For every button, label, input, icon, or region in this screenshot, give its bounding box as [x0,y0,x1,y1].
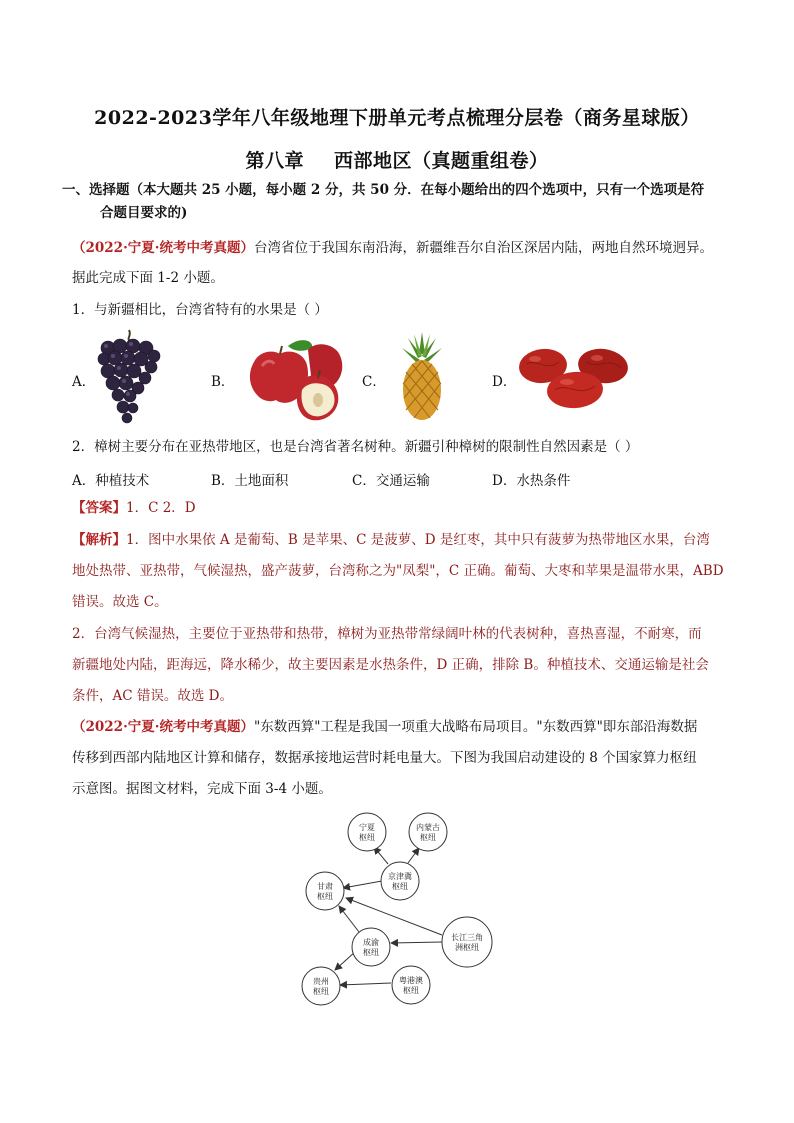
intro-paragraph-2 [72,717,724,737]
intro-text: 台湾省位于我国东南沿海，新疆维吾尔自治区深居内陆，两地自然环境迥异。 [253,240,713,256]
option-d-label: D． [492,374,517,390]
analysis-line-3: 错误。故选 C。 [72,594,168,610]
label-yuegangao-1: 粤港澳 [399,976,423,985]
node-guizhou [302,967,340,1005]
chapter-number: 第八章 [245,150,304,172]
label-chengyu-1: 成渝 [363,938,379,947]
answer-line [72,498,724,518]
edge-changsanjiao-gansu [346,898,442,935]
label-guizhou-1: 贵州 [313,977,329,986]
section-heading-cont: 合题目要求的) [100,205,188,221]
answer-text: 1．C 2．D [126,500,196,516]
edge-jingjinji-gansu [343,881,382,888]
intro2-text: "东数西算"工程是我国一项重大战略布局项目。"东数西算"即东部沿海数据 [253,719,698,735]
intro-paragraph-2-cont2: 示意图。据图文材料，完成下面 3-4 小题。 [72,781,332,797]
question-1: 1．与新疆相比，台湾省特有的水果是（ ） [72,302,328,318]
source-tag-2: （2022·宁夏·统考中考真题） [72,719,254,735]
grapes-image [96,328,162,426]
node-changsanjiao [442,917,492,967]
edge-changsanjiao-chengyu [391,942,442,943]
edge-yuegangao-guizhou [340,983,391,985]
node-ningxia [348,813,386,851]
intro-paragraph-1-cont: 据此完成下面 1-2 小题。 [72,270,224,286]
chapter-title [0,146,794,173]
analysis-line-2: 地处热带、亚热带，气候湿热，盛产菠萝，台湾称之为"凤梨"，C 正确。葡萄、大枣和苹果是温带水果，ABD [72,563,724,579]
q2-option-a: A．种植技术 [72,473,150,489]
label-neimenggu-1: 内蒙古 [416,823,440,832]
q2-option-b: B．土地面积 [211,473,289,489]
q2-option-d: D．水热条件 [492,473,571,489]
node-jingjinji [381,862,419,900]
q2-option-c: C．交通运输 [352,473,430,489]
edge-jingjinji-neimenggu [408,848,419,863]
label-chengyu-2: 枢纽 [363,948,379,957]
option-c-label: C． [362,374,386,390]
analysis2-line-2: 新疆地处内陆，距海远，降水稀少，故主要因素是水热条件，D 正确，排除 B。种植技术、交通运输是社会 [72,657,709,673]
analysis-text: 1．图中水果依 A 是葡萄、B 是苹果、C 是菠萝、D 是红枣，其中只有菠萝为热带地区水果，台湾 [126,532,710,548]
computing-hub-diagram [300,806,500,1016]
red-dates-image [517,344,633,412]
label-jingjinji-1: 京津冀 [388,872,412,881]
label-ningxia-2: 枢纽 [359,833,375,842]
label-jingjinji-2: 枢纽 [392,882,408,891]
pineapple-image [398,332,446,422]
option-a-label: A． [72,374,96,390]
page-title: 2022-2023学年八年级地理下册单元考点梳理分层卷（商务星球版） [94,107,700,129]
label-ningxia-1: 宁夏 [359,823,375,832]
label-gansu-1: 甘肃 [317,882,333,891]
question-2: 2．樟树主要分布在亚热带地区，也是台湾省著名树种。新疆引种樟树的限制性自然因素是（ ） [72,439,639,455]
source-tag: （2022·宁夏·统考中考真题） [72,240,254,256]
node-chengyu [352,928,390,966]
label-changsanjiao-1: 长江三角 [451,933,483,942]
label-changsanjiao-2: 洲枢纽 [455,943,479,952]
intro-paragraph-2-cont: 传移到西部内陆地区计算和储存，数据承接地运营时耗电量大。下图为我国启动建设的 8 个国家算力枢纽 [72,750,697,766]
analysis2-line-3: 条件，AC 错误。故选 D。 [72,688,233,704]
node-yuegangao [392,966,430,1004]
edge-chengyu-gansu [339,906,359,932]
label-yuegangao-2: 枢纽 [403,986,419,995]
node-neimenggu [409,813,447,851]
label-guizhou-2: 枢纽 [313,987,329,996]
chapter-name: 西部地区（真题重组卷） [334,150,549,172]
intro-paragraph-1 [72,238,724,258]
option-b-label: B． [211,374,235,390]
analysis-label: 【解析】 [72,532,126,548]
apples-image [248,338,344,422]
analysis-line-1 [72,530,724,550]
answer-label: 【答案】 [72,500,126,516]
label-gansu-2: 枢纽 [317,892,333,901]
analysis2-line-1: 2．台湾气候湿热，主要位于亚热带和热带，樟树为亚热带常绿阔叶林的代表树种，喜热喜湿，不耐寒，而 [72,626,702,642]
node-gansu [306,872,344,910]
edge-jingjinji-ningxia [374,847,388,864]
section-heading: 一、选择题（本大题共 25 小题，每小题 2 分，共 50 分．在每小题给出的四个选项中，只有一个选项是符 [62,182,705,198]
label-neimenggu-2: 枢纽 [420,833,436,842]
